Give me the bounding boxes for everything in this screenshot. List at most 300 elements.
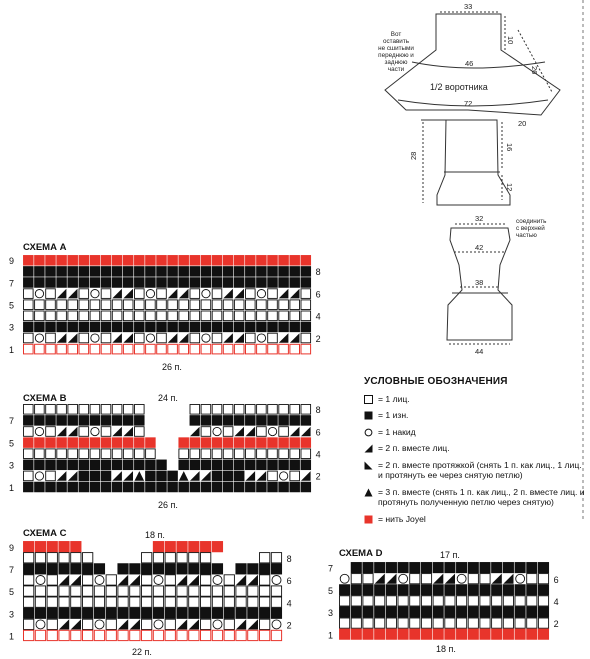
stitch-cell-knit [79, 405, 89, 415]
chart-row [9, 460, 311, 471]
stitch-cell-knit [157, 289, 167, 299]
stitch-cell-purl [492, 607, 502, 617]
stitch-cell-purl [46, 460, 56, 470]
stitch-cell-red-knit [118, 630, 128, 640]
body-outline [421, 120, 510, 205]
stitch-cell-red-knit [224, 630, 234, 640]
stitch-cell-knit [246, 405, 256, 415]
stitch-cell-knit [57, 300, 67, 310]
stitch-cell-purl [492, 563, 502, 573]
chart-title: СХЕМА В [23, 393, 67, 404]
stitch-cell-purl [351, 563, 361, 573]
stitch-cell-purl [223, 267, 233, 277]
stitch-cell-knit [279, 300, 289, 310]
stitch-cell-yarnover [91, 290, 99, 298]
stitch-cell-purl [268, 460, 278, 470]
stitch-cell-purl [234, 416, 244, 426]
row-number: 7 [328, 563, 334, 574]
stitch-cell-red-knit [201, 630, 211, 640]
stitch-cell-red-knit [260, 630, 270, 640]
stitch-cell-yarnover [272, 576, 281, 585]
stitch-cell-purl [118, 608, 128, 618]
stitch-cell-purl [279, 278, 289, 288]
stitch-cell-purl [68, 460, 78, 470]
row-number: 8 [315, 267, 321, 278]
stitch-cell-k2tog [190, 427, 200, 437]
stitch-cell-purl [68, 482, 78, 492]
legend [364, 377, 586, 530]
stitch-cell-purl [68, 278, 78, 288]
stitch-cell-knit [123, 311, 133, 321]
chart-row [9, 416, 311, 427]
stitch-cell-k2tog [290, 427, 300, 437]
stitch-cell-knit [142, 553, 152, 563]
legend-text: = нить Joyel [378, 513, 426, 524]
stitch-cell-k2tog [71, 619, 81, 629]
stitch-cell-purl [177, 564, 187, 574]
stitch-cell-knit [168, 311, 178, 321]
stitch-cell-knit [46, 427, 56, 437]
stitch-cell-k2tog [118, 575, 128, 585]
chart-row [24, 267, 321, 278]
stitch-cell-red [445, 629, 455, 639]
stitch-cell-purl [279, 416, 289, 426]
stitch-cell-knit [24, 300, 34, 310]
stitch-cell-purl [236, 608, 246, 618]
stitch-cell-knit [375, 596, 385, 606]
stitch-cell-knit [212, 449, 222, 459]
stitch-cell-purl [201, 608, 211, 618]
stitch-cell-knit [236, 586, 246, 596]
stitch-cell-knit [527, 596, 537, 606]
stitch-cell-yarnover [202, 334, 210, 342]
stitch-cell-knit [223, 405, 233, 415]
stitch-cell-yarnover [268, 427, 276, 435]
stitch-cell-purl [57, 482, 67, 492]
row-number: 2 [315, 471, 321, 482]
stitch-cell-purl [177, 608, 187, 618]
stitch-cell-red [190, 438, 200, 448]
stitch-cell-purl [123, 416, 133, 426]
stitch-cell-knit [351, 596, 361, 606]
stitch-cell-red [351, 629, 361, 639]
stitch-cell-knit [24, 311, 34, 321]
stitch-cell-red-knit [177, 630, 187, 640]
stitch-cell-purl [257, 416, 267, 426]
stitch-cell-purl [168, 278, 178, 288]
stitch-cell-k2tog [57, 333, 67, 343]
dim-label-44: 44 [475, 347, 484, 356]
row-number: 4 [286, 598, 292, 609]
chart-row [9, 482, 311, 493]
stitch-cell-k2tog [248, 619, 258, 629]
stitch-cell-k2tog [123, 427, 133, 437]
stitch-cell-yarnover [516, 574, 525, 583]
stitch-cell-purl [433, 607, 443, 617]
stitch-cell-purl [24, 278, 34, 288]
stitch-cell-purl [24, 482, 34, 492]
stitch-cell-knit [386, 596, 396, 606]
stitch-cell-knit [157, 300, 167, 310]
stitch-cell-purl [290, 416, 300, 426]
stitch-cell-red [410, 629, 420, 639]
stitch-cell-knit [410, 596, 420, 606]
stitch-cell-purl [101, 322, 111, 332]
stitch-cell-knit [260, 575, 270, 585]
stitch-cell-k2tog [130, 619, 140, 629]
stitch-cell-yarnover [91, 427, 99, 435]
stitch-cell-red [480, 629, 490, 639]
stitch-cell-purl [301, 322, 311, 332]
stitch-cell-purl [146, 322, 156, 332]
stitch-cell-purl [433, 563, 443, 573]
stitch-cell-knit [179, 449, 189, 459]
chart-d [328, 548, 559, 654]
stitch-cell-red [290, 256, 300, 266]
stitch-cell-knit [46, 311, 56, 321]
stitch-cell-purl [234, 278, 244, 288]
stitch-cell-red-knit [248, 630, 258, 640]
stitch-cell-knit [268, 333, 278, 343]
stitch-cell-knit [165, 575, 175, 585]
stitch-cell-purl [35, 278, 45, 288]
row-number: 1 [328, 630, 334, 641]
stitch-cell-red [527, 629, 537, 639]
stitch-cell-red-knit [257, 344, 267, 354]
stitch-cell-knit [301, 300, 311, 310]
stitch-cell-red [189, 542, 199, 552]
stitch-cell-knit [224, 597, 234, 607]
stitch-cell-knit [57, 405, 67, 415]
stitch-cell-red [90, 256, 100, 266]
stitch-cell-knit [190, 300, 200, 310]
stitch-cell-knit [90, 449, 100, 459]
stitch-cell-knit [83, 586, 93, 596]
stitch-cell-knit [279, 427, 289, 437]
stitch-cell-purl [201, 322, 211, 332]
stitch-cell-purl [24, 564, 34, 574]
stitch-cell-red [223, 438, 233, 448]
stitch-cell-purl [190, 416, 200, 426]
stitch-cell-knit [480, 618, 490, 628]
stitch-cell-knit [257, 311, 267, 321]
stitch-cell-knit [260, 619, 270, 629]
stitch-cell-purl [468, 607, 478, 617]
legend-symbol-tri-right [364, 444, 373, 453]
stitch-cell-knit [112, 449, 122, 459]
legend-symbol-red [364, 515, 373, 524]
stitch-cell-knit [445, 596, 455, 606]
stitch-cell-k2tog [279, 289, 289, 299]
stitch-cell-knit [112, 300, 122, 310]
row-number: 1 [9, 344, 15, 355]
stitch-cell-knit [246, 333, 256, 343]
stitch-cell-k2tog [279, 333, 289, 343]
stitch-cell-knit [246, 449, 256, 459]
stitch-cell-knit [421, 574, 431, 584]
stitch-cell-purl [35, 482, 45, 492]
stitch-cell-knit [421, 596, 431, 606]
stitch-cell-knit [224, 575, 234, 585]
stitch-cell-knit [190, 333, 200, 343]
chart-stitch-label: 22 п. [132, 647, 152, 657]
row-number: 7 [9, 565, 15, 575]
stitch-cell-purl [301, 460, 311, 470]
stitch-cell-red [468, 629, 478, 639]
stitch-cell-purl [135, 278, 145, 288]
stitch-cell-k2tog [123, 471, 133, 481]
stitch-cell-purl [290, 482, 300, 492]
stitch-cell-knit [257, 427, 267, 437]
stitch-cell-knit [527, 574, 537, 584]
stitch-cell-purl [201, 278, 211, 288]
stitch-cell-purl [480, 607, 490, 617]
stitch-cell-purl [290, 267, 300, 277]
stitch-cell-knit [68, 449, 78, 459]
stitch-cell-purl [212, 267, 222, 277]
stitch-cell-purl [24, 460, 34, 470]
row-number: 6 [553, 574, 559, 585]
stitch-cell-purl [201, 460, 211, 470]
stitch-cell-k2tog [492, 574, 502, 584]
stitch-cell-k2tog [179, 333, 189, 343]
stitch-cell-yarnover [213, 576, 222, 585]
stitch-cell-red [123, 256, 133, 266]
stitch-cell-purl [168, 267, 178, 277]
note-left: Вот оставить не сшитыми переднюю и заднюю части [378, 31, 414, 73]
stitch-cell-purl [146, 278, 156, 288]
stitch-cell-knit [212, 333, 222, 343]
stitch-cell-purl [527, 563, 537, 573]
stitch-cell-red [457, 629, 467, 639]
stitch-cell-knit [46, 289, 56, 299]
row-number: 7 [9, 278, 15, 289]
chart-row [24, 405, 321, 416]
legend-item [364, 443, 586, 454]
stitch-cell-red [168, 256, 178, 266]
stitch-cell-knit [71, 553, 81, 563]
stitch-cell-knit [236, 597, 246, 607]
stitch-cell-purl [212, 278, 222, 288]
stitch-cell-red [301, 438, 311, 448]
stitch-cell-purl [157, 460, 167, 470]
stitch-cell-knit [279, 405, 289, 415]
stitch-cell-k2tog [445, 574, 455, 584]
chart-top-label: 17 п. [440, 550, 460, 560]
stitch-cell-knit [503, 618, 513, 628]
dim-label-20: 20 [518, 119, 527, 128]
stitch-cell-purl [68, 416, 78, 426]
stitch-cell-knit [340, 618, 350, 628]
stitch-cell-purl [301, 482, 311, 492]
stitch-cell-red [386, 629, 396, 639]
chart-row [9, 438, 311, 449]
chart-b [9, 393, 321, 510]
stitch-cell-purl [223, 482, 233, 492]
stitch-cell-purl [234, 482, 244, 492]
stitch-cell-k2tog [236, 619, 246, 629]
stitch-cell-knit [106, 575, 116, 585]
legend-symbol-tri-full [364, 488, 373, 497]
stitch-cell-red [246, 256, 256, 266]
stitch-cell-purl [248, 608, 258, 618]
stitch-cell-red [375, 629, 385, 639]
stitch-cell-purl [527, 585, 537, 595]
stitch-cell-knit [212, 311, 222, 321]
stitch-cell-yarnover [154, 620, 163, 629]
stitch-cell-knit [351, 618, 361, 628]
stitch-cell-knit [224, 586, 234, 596]
stitch-cell-knit [257, 449, 267, 459]
stitch-cell-knit [68, 300, 78, 310]
stitch-cell-purl [290, 278, 300, 288]
stitch-cell-purl [340, 585, 350, 595]
stitch-cell-k2tog [386, 574, 396, 584]
stitch-cell-k2tog [112, 427, 122, 437]
stitch-cell-red-knit [71, 630, 81, 640]
stitch-cell-purl [46, 267, 56, 277]
stitch-cell-knit [47, 553, 57, 563]
stitch-cell-red [112, 438, 122, 448]
stitch-cell-red [234, 438, 244, 448]
stitch-cell-knit [201, 553, 211, 563]
stitch-cell-red [90, 438, 100, 448]
stitch-cell-knit [268, 300, 278, 310]
stitch-cell-red [234, 256, 244, 266]
stitch-cell-purl [268, 322, 278, 332]
stitch-cell-knit [301, 449, 311, 459]
stitch-cell-knit [201, 405, 211, 415]
stitch-cell-knit [271, 597, 281, 607]
stitch-cell-purl [79, 267, 89, 277]
stitch-cell-knit [527, 618, 537, 628]
stitch-cell-red [201, 256, 211, 266]
stitch-cell-purl [106, 608, 116, 618]
stitch-cell-knit [290, 471, 300, 481]
stitch-cell-knit [90, 311, 100, 321]
stitch-cell-red [201, 438, 211, 448]
chart-row [9, 630, 282, 641]
stitch-cell-knit [47, 586, 57, 596]
stitch-cell-red-knit [165, 630, 175, 640]
stitch-cell-red-knit [157, 344, 167, 354]
stitch-cell-knit [201, 300, 211, 310]
dim-label-38: 38 [475, 278, 484, 287]
stitch-cell-knit [146, 449, 156, 459]
stitch-cell-purl [68, 322, 78, 332]
stitch-cell-purl [71, 608, 81, 618]
stitch-cell-red [71, 542, 81, 552]
stitch-cell-purl [301, 278, 311, 288]
legend-symbol-empty [364, 395, 373, 404]
stitch-cell-purl [57, 460, 67, 470]
stitch-cell-knit [35, 553, 45, 563]
stitch-cell-purl [179, 322, 189, 332]
stitch-cell-knit [246, 300, 256, 310]
stitch-cell-purl [212, 416, 222, 426]
stitch-cell-purl [35, 322, 45, 332]
stitch-cell-knit [157, 311, 167, 321]
stitch-cell-purl [398, 607, 408, 617]
stitch-cell-purl [492, 585, 502, 595]
stitch-cell-purl [90, 267, 100, 277]
stitch-cell-knit [386, 618, 396, 628]
chart-row [340, 574, 558, 585]
stitch-cell-purl [223, 278, 233, 288]
stitch-cell-knit [130, 586, 140, 596]
stitch-cell-knit [112, 405, 122, 415]
stitch-cell-knit [79, 289, 89, 299]
row-number: 3 [328, 608, 334, 619]
stitch-cell-red-knit [90, 344, 100, 354]
stitch-cell-purl [538, 563, 548, 573]
stitch-cell-red-knit [57, 344, 67, 354]
stitch-cell-red [79, 438, 89, 448]
stitch-cell-knit [165, 553, 175, 563]
stitch-cell-k2tog [118, 619, 128, 629]
stitch-cell-knit [46, 449, 56, 459]
stitch-cell-knit [201, 449, 211, 459]
stitch-cell-knit [234, 449, 244, 459]
stitch-cell-red-knit [189, 630, 199, 640]
stitch-cell-red [503, 629, 513, 639]
stitch-cell-knit [177, 597, 187, 607]
chart-title: СХЕМА А [23, 242, 67, 253]
stitch-cell-knit [83, 597, 93, 607]
stitch-cell-knit [538, 574, 548, 584]
stitch-cell-red [35, 542, 45, 552]
chart-row [24, 427, 321, 438]
stitch-cell-red [201, 542, 211, 552]
stitch-cell-knit [301, 289, 311, 299]
stitch-cell-knit [279, 311, 289, 321]
stitch-cell-purl [212, 460, 222, 470]
stitch-cell-purl [79, 322, 89, 332]
stitch-cell-purl [351, 585, 361, 595]
stitch-cell-purl [146, 460, 156, 470]
stitch-cell-purl [146, 471, 156, 481]
chart-a [9, 242, 321, 372]
stitch-cell-purl [410, 607, 420, 617]
stitch-cell-yarnover [213, 427, 221, 435]
stitch-cell-purl [351, 607, 361, 617]
stitch-cell-k2tog [168, 289, 178, 299]
stitch-cell-knit [71, 586, 81, 596]
stitch-cell-red [268, 256, 278, 266]
legend-symbol-filled [364, 411, 373, 420]
stitch-cell-knit [201, 311, 211, 321]
stitch-cell-knit [46, 471, 56, 481]
stitch-cell-red [279, 438, 289, 448]
stitch-cell-k2tog [68, 427, 78, 437]
stitch-cell-knit [90, 300, 100, 310]
stitch-cell-knit [35, 586, 45, 596]
stitch-cell-knit [83, 553, 93, 563]
stitch-cell-knit [79, 311, 89, 321]
stitch-cell-red [190, 256, 200, 266]
chart-row [9, 278, 311, 289]
chart-title: СХЕМА D [339, 548, 383, 559]
stitch-cell-k2tog [190, 471, 200, 481]
stitch-cell-purl [47, 564, 57, 574]
stitch-cell-purl [503, 563, 513, 573]
stitch-cell-red-knit [35, 344, 45, 354]
stitch-cell-red [35, 256, 45, 266]
row-number: 5 [328, 585, 334, 596]
stitch-cell-knit [268, 289, 278, 299]
stitch-cell-purl [57, 278, 67, 288]
legend-symbol-circle [364, 428, 373, 437]
